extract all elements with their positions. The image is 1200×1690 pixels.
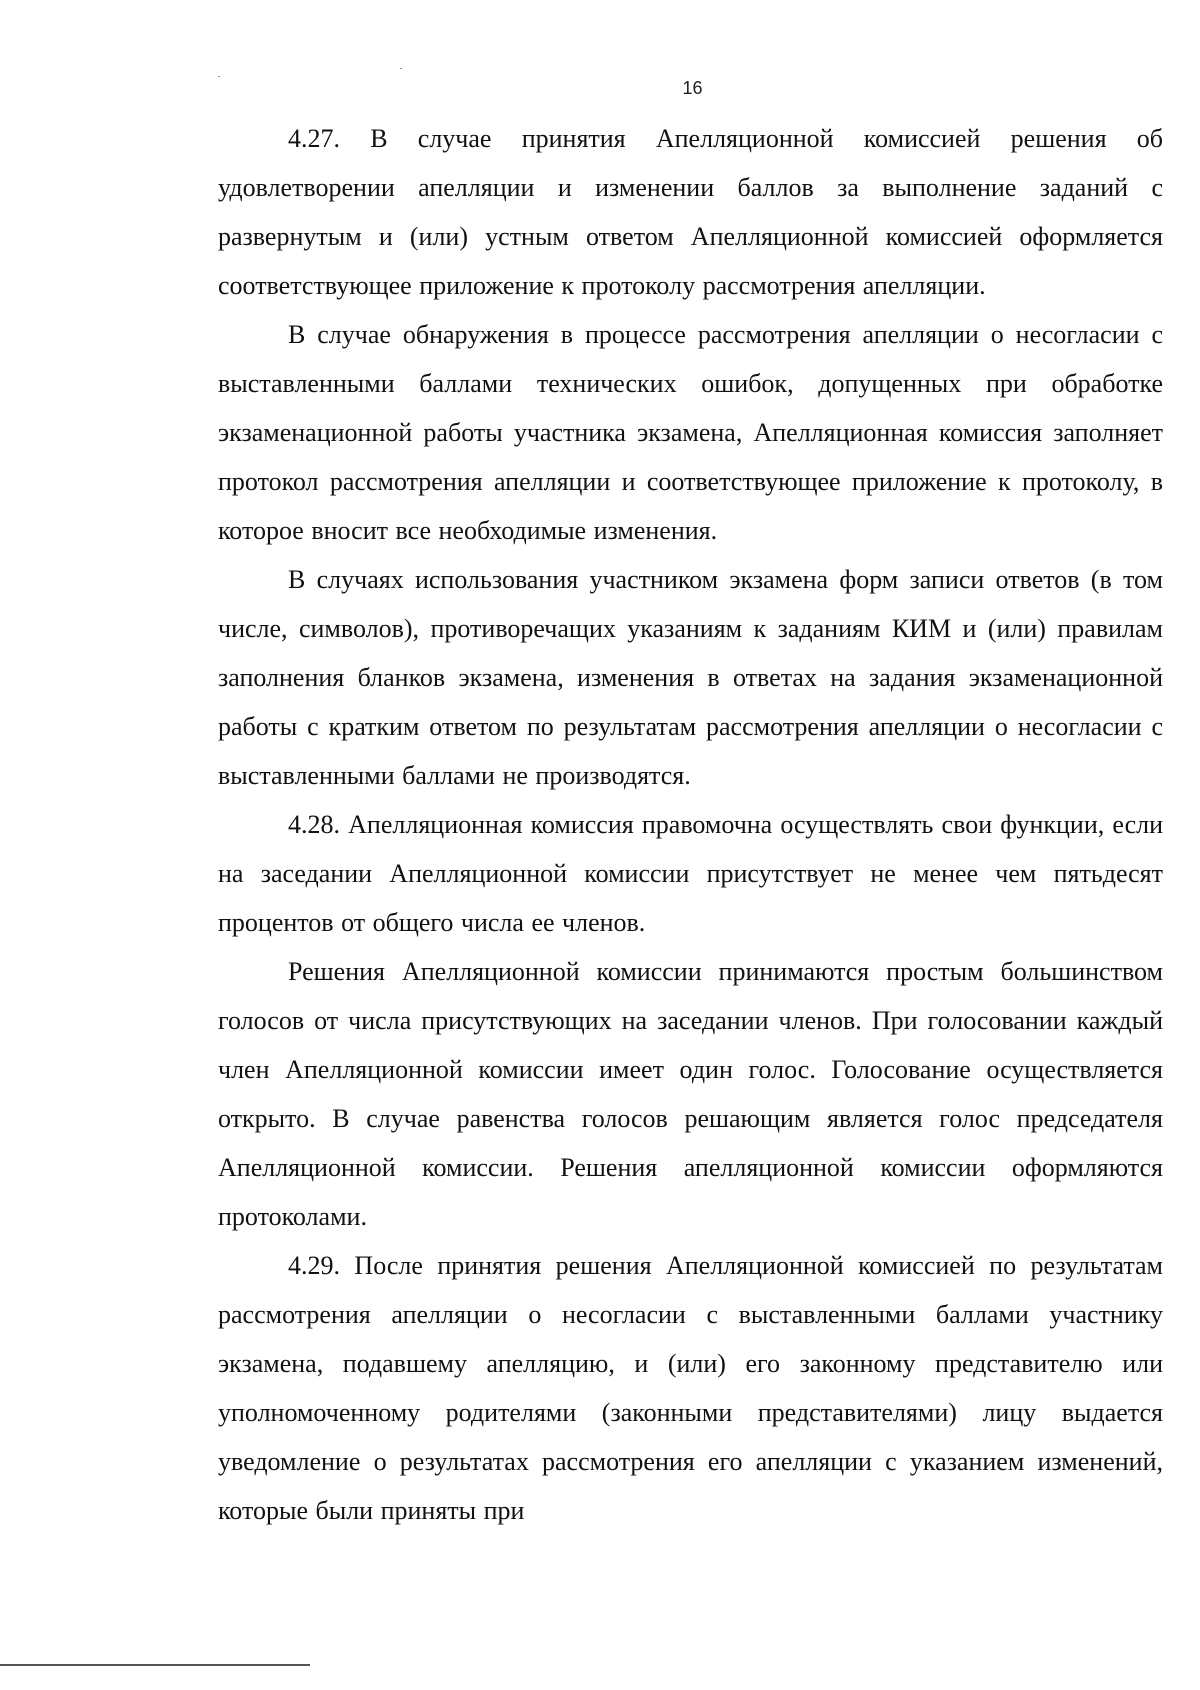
page-bottom-rule [0,1664,310,1666]
paragraph-technical-errors: В случае обнаружения в процессе рассмотрения апелляции о несогласии с выставленными баллами технических ошибок, допущенных при обработке экзаменационной работы участника экзамена, Апелляционная комиссия заполняет протокол рассмотрения апелляции и соответствующее приложение к протоколу, в которое вносит все необходимые изменения. [218,320,1163,545]
paragraph-voting: Решения Апелляционной комиссии принимаются простым большинством голосов от числа присутствующих на заседании членов. При голосовании каждый член Апелляционной комиссии имеет один голос. Голосование осуществляется открыто. В случае равенства голосов решающим является голос председателя Апелляционной комиссии. Решения апелляционной комиссии оформляются протоколами. [218,957,1163,1231]
page-number: 16 [682,78,703,98]
scan-speck [400,68,402,69]
paragraph-4-27: 4.27. В случае принятия Апелляционной комиссией решения об удовлетворении апелляции и изменении баллов за выполнение заданий с развернутым и (или) устным ответом Апелляционной комиссией оформляется соответствующее приложение к протоколу рассмотрения апелляции. [218,124,1163,300]
paragraph-4-28: 4.28. Апелляционная комиссия правомочна осуществлять свои функции, если на заседании Апелляционной комиссии присутствует не менее чем пятьдесят процентов от общего числа ее членов. [218,810,1163,937]
paragraph-answer-forms: В случаях использования участником экзамена форм записи ответов (в том числе, символов), противоречащих указаниям к заданиям КИМ и (или) правилам заполнения бланков экзамена, изменения в ответах на задания экзаменационной работы с кратким ответом по результатам рассмотрения апелляции о несогласии с выставленными баллами не производятся. [218,565,1163,790]
paragraph-4-29: 4.29. После принятия решения Апелляционной комиссией по результатам рассмотрения апелляции о несогласии с выставленными баллами участнику экзамена, подавшему апелляцию, и (или) его законному представителю или уполномоченному родителями (законными представителями) лицу выдается уведомление о результатах рассмотрения его апелляции с указанием изменений, которые были приняты при [218,1251,1163,1525]
document-body [218,114,1163,1535]
scan-speck [218,76,220,77]
